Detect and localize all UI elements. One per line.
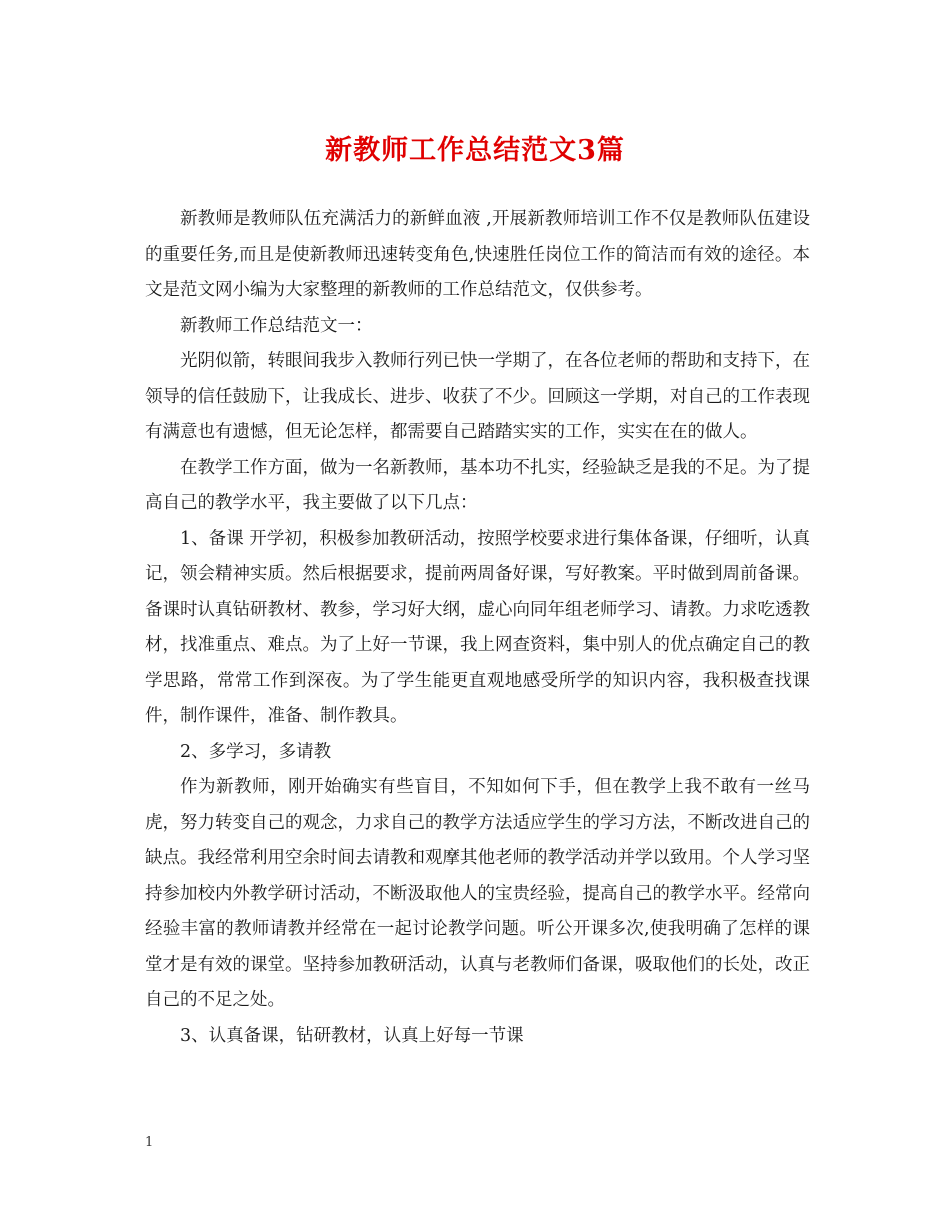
paragraph-learning: 作为新教师，刚开始确实有些盲目，不知如何下手，但在教学上我不敢有一丝马虎，努力转变自己的观念，力求自己的教学方法适应学生的学习方法，不断改进自己的缺点。我经常利用空余时间去请教和观摩其他老师的教学活动并学以致用。个人学习坚持参加校内外教学研讨活动，不断汲取他人的宝贵经验，提高自己的教学水平。经常向经验丰富的教师请教并经常在一起讨论教学问题。听公开课多次,使我明确了怎样的课堂才是有效的课堂。坚持参加教研活动，认真与老教师们备课，吸取他们的长处，改正自己的不足之处。 bbox=[145, 777, 810, 1010]
paragraph-lesson-prep: 1、备课 开学初，积极参加教研活动，按照学校要求进行集体备课，仔细听，认真记，领会精神实质。然后根据要求，提前两周备好课，写好教案。平时做到周前备课。备课时认真钻研教材、教参，学习好大纲，虚心向同年组老师学习、请教。力求吃透教材，找准重点、难点。为了上好一节课，我上网查资料，集中别人的优点确定自己的教学思路，常常工作到深夜。为了学生能更直观地感受所学的知识内容，我积极查找课件，制作课件，准备、制作教具。 bbox=[145, 528, 810, 726]
section-heading-1: 新教师工作总结范文一： bbox=[180, 315, 373, 336]
subheading-prepare-lessons: 3、认真备课，钻研教材，认真上好每一节课 bbox=[180, 1025, 524, 1046]
paragraph-teaching-work: 在教学工作方面，做为一名新教师，基本功不扎实，经验缺乏是我的不足。为了提高自己的教学水平，我主要做了以下几点： bbox=[145, 457, 810, 513]
document-title: 新教师工作总结范文3篇 bbox=[325, 135, 625, 166]
paragraph-reflection: 光阴似箭，转眼间我步入教师行列已快一学期了，在各位老师的帮助和支持下，在领导的信任鼓励下，让我成长、进步、收获了不少。回顾这一学期，对自己的工作表现有满意也有遗憾，但无论怎样，都需要自己踏踏实实的工作，实实在在的做人。 bbox=[145, 351, 810, 442]
paragraph-intro: 新教师是教师队伍充满活力的新鲜血液 ,开展新教师培训工作不仅是教师队伍建设的重要任务,而且是使新教师迅速转变角色,快速胜任岗位工作的简洁而有效的途径。本文是范文网小编为大家整理的新教师的工作总结范文，仅供参考。 bbox=[145, 209, 810, 300]
page-number: 1 bbox=[145, 1135, 154, 1150]
subheading-learn-more: 2、多学习，多请教 bbox=[180, 741, 332, 762]
document-body bbox=[145, 202, 810, 1054]
